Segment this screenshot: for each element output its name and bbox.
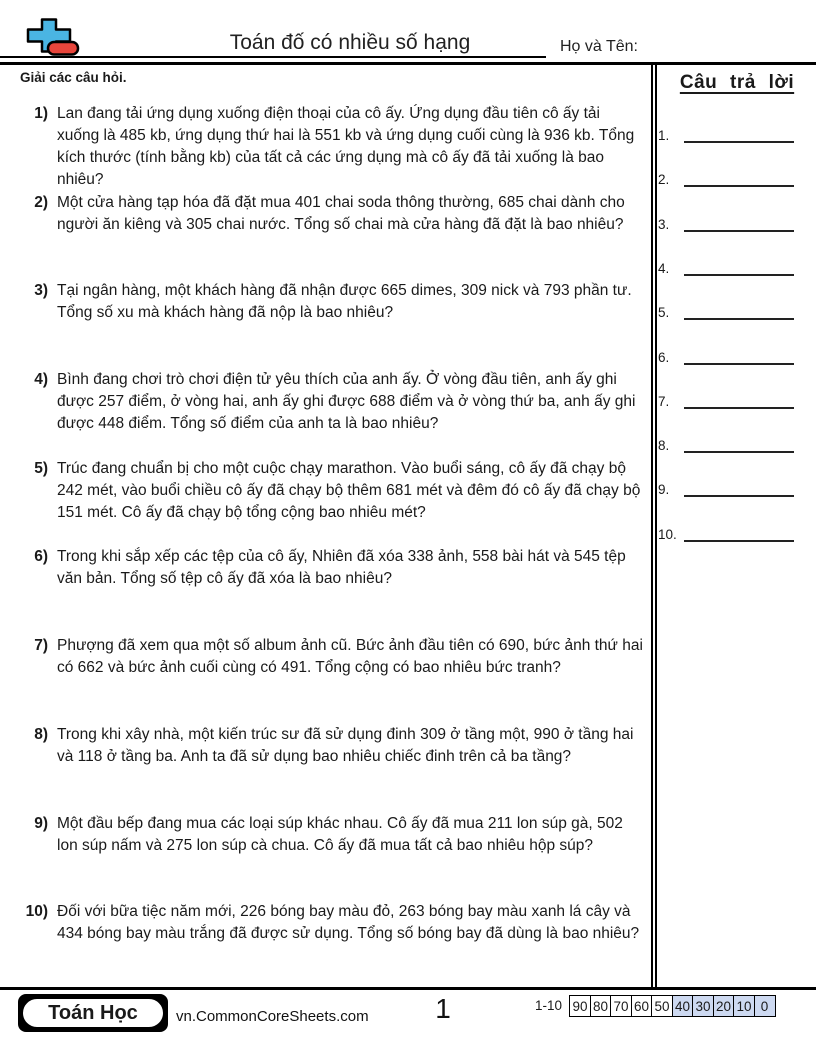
answer-blank-line[interactable] — [684, 480, 794, 497]
answer-row — [658, 523, 794, 542]
question-item — [0, 273, 652, 362]
footer-rule — [0, 987, 816, 990]
answer-number: 7. — [658, 393, 670, 409]
question-inner — [0, 628, 652, 679]
score-cell: 20 — [713, 995, 735, 1017]
question-number: 9) — [34, 814, 48, 832]
question-number: 8) — [34, 725, 48, 743]
name-label: Họ và Tên: — [560, 38, 638, 55]
answer-blank-line[interactable] — [684, 215, 794, 232]
question-item — [0, 539, 652, 628]
question-text: Bình đang chơi trò chơi điện tử yêu thích của anh ấy. Ở vòng đầu tiên, anh ấy ghi được 257 điểm, ở vòng hai, anh ấy ghi được 688 điểm và ở vòng thứ ba, anh ấy ghi được 448 điểm. Tổng số điểm của anh ta là bao nhiêu? — [57, 371, 636, 433]
score-cell: 70 — [610, 995, 632, 1017]
question-item — [0, 362, 652, 451]
score-range-label: 1-10 — [534, 998, 562, 1013]
score-cell: 0 — [754, 995, 776, 1017]
question-number: 2) — [34, 193, 48, 211]
question-number: 1) — [34, 105, 48, 122]
question-inner — [0, 806, 652, 857]
score-cell: 10 — [733, 995, 755, 1017]
answer-number: 4. — [658, 260, 670, 276]
score-cell: 30 — [692, 995, 714, 1017]
question-text: Đối với bữa tiệc năm mới, 226 bóng bay màu đỏ, 263 bóng bay màu xanh lá cây và 434 bóng bay màu trắng đã được sử dụng. Tổng số bóng bay đã dùng là bao nhiêu? — [57, 903, 640, 943]
instructions-text: Giải các câu hỏi. — [20, 70, 127, 85]
answer-number: 6. — [658, 349, 670, 365]
question-inner — [0, 539, 652, 590]
question-item — [0, 185, 652, 274]
question-inner — [0, 273, 652, 324]
question-item — [0, 806, 652, 895]
answer-row — [658, 168, 794, 187]
question-number: 3) — [34, 282, 48, 300]
question-item — [0, 451, 652, 540]
answer-blank-line[interactable] — [684, 303, 794, 320]
question-item — [0, 96, 652, 188]
question-inner — [0, 362, 652, 435]
question-text: Tại ngân hàng, một khách hàng đã nhận được 665 dimes, 309 nick và 793 phần tư. Tổng số xu mà khách hàng đã nộp là bao nhiêu? — [57, 282, 632, 322]
score-cell: 80 — [590, 995, 612, 1017]
question-number: 6) — [34, 548, 48, 566]
answer-number: 10. — [658, 526, 677, 542]
header-thick-rule — [0, 62, 816, 65]
answer-row — [658, 390, 794, 409]
question-text: Lan đang tải ứng dụng xuống điện thoại của cô ấy. Ứng dụng đầu tiên cô ấy tải xuống là 485 kb, ứng dụng thứ hai là 551 kb và ứng dụng cuối cùng là 936 kb. Tổng kích thước (tính bằng kb) của tất cả các ứng dụng mà cô ấy đã tải xuống là bao nhiêu? — [57, 105, 635, 188]
answer-row — [658, 213, 794, 232]
question-inner — [0, 894, 652, 945]
answer-number: 3. — [658, 216, 670, 232]
answer-blank-line[interactable] — [684, 259, 794, 276]
answer-row — [658, 301, 794, 320]
question-number: 10) — [25, 903, 48, 921]
answer-number: 2. — [658, 172, 670, 188]
page-title: Toán đố có nhiều số hạng — [229, 31, 471, 54]
question-inner — [0, 96, 652, 191]
answer-blank-line[interactable] — [684, 126, 794, 143]
question-text: Phượng đã xem qua một số album ảnh cũ. Bức ảnh đầu tiên có 690, bức ảnh thứ hai có 662 và bức ảnh cuối cùng có 491. Tổng cộng có bao nhiêu bức tranh? — [57, 637, 643, 677]
answer-row — [658, 346, 794, 365]
question-item — [0, 628, 652, 717]
question-text: Trúc đang chuẩn bị cho một cuộc chạy marathon. Vào buổi sáng, cô ấy đã chạy bộ 242 mét, vào buổi chiều cô ấy đã chạy bộ thêm 681 mét và đêm đó cô ấy đã chạy bộ 151 mét. Cô ấy đã chạy bộ tổng cộng bao nhiêu mét? — [57, 459, 641, 521]
answer-row — [658, 478, 794, 497]
question-inner — [0, 185, 652, 236]
answer-row — [658, 434, 794, 453]
score-cell: 90 — [569, 995, 591, 1017]
answers-heading: Câu trả lời — [679, 72, 795, 93]
question-number: 7) — [34, 637, 48, 655]
question-text: Trong khi sắp xếp các tệp của cô ấy, Nhiên đã xóa 338 ảnh, 558 bài hát và 545 tệp văn bản. Tổng số tệp cô ấy đã xóa là bao nhiêu? — [57, 548, 626, 588]
website-text: vn.CommonCoreSheets.com — [176, 1008, 369, 1025]
question-text: Một đầu bếp đang mua các loại súp khác nhau. Cô ấy đã mua 211 lon súp gà, 502 lon súp nấm và 275 lon súp cà chua. Cô ấy đã mua tất cả bao nhiêu hộp súp? — [57, 814, 623, 854]
question-inner — [0, 451, 652, 524]
subject-badge-label: Toán Học — [21, 997, 165, 1029]
question-list — [0, 96, 652, 983]
answer-row — [658, 124, 794, 143]
question-inner — [0, 717, 652, 768]
question-text: Một cửa hàng tạp hóa đã đặt mua 401 chai soda thông thường, 685 chai dành cho người ăn kiêng và 305 chai nước. Tổng số chai mà cửa hàng đã đặt là bao nhiêu? — [57, 193, 625, 233]
score-cell: 50 — [651, 995, 673, 1017]
question-number: 5) — [34, 459, 48, 477]
answer-number: 9. — [658, 482, 670, 498]
answer-blank-line[interactable] — [684, 392, 794, 409]
question-text: Trong khi xây nhà, một kiến trúc sư đã sử dụng đinh 309 ở tầng một, 990 ở tầng hai và 118 ở tầng ba. Anh ta đã sử dụng bao nhiêu chiếc đinh trên cả ba tầng? — [57, 725, 634, 765]
answer-blank-line[interactable] — [684, 436, 794, 453]
answer-number: 8. — [658, 438, 670, 454]
answer-number: 1. — [658, 128, 670, 143]
score-grid — [569, 995, 776, 1017]
page-number: 1 — [435, 993, 451, 1024]
answer-number: 5. — [658, 305, 670, 321]
question-number: 4) — [34, 371, 48, 389]
answer-blank-line[interactable] — [684, 348, 794, 365]
subject-badge — [18, 994, 168, 1032]
question-item — [0, 717, 652, 806]
score-cell: 60 — [631, 995, 653, 1017]
answer-row — [658, 257, 794, 276]
question-item — [0, 894, 652, 983]
answer-blank-line[interactable] — [684, 525, 794, 542]
score-cell: 40 — [672, 995, 694, 1017]
header-thin-rule — [0, 56, 546, 58]
answer-blank-line[interactable] — [684, 170, 794, 187]
